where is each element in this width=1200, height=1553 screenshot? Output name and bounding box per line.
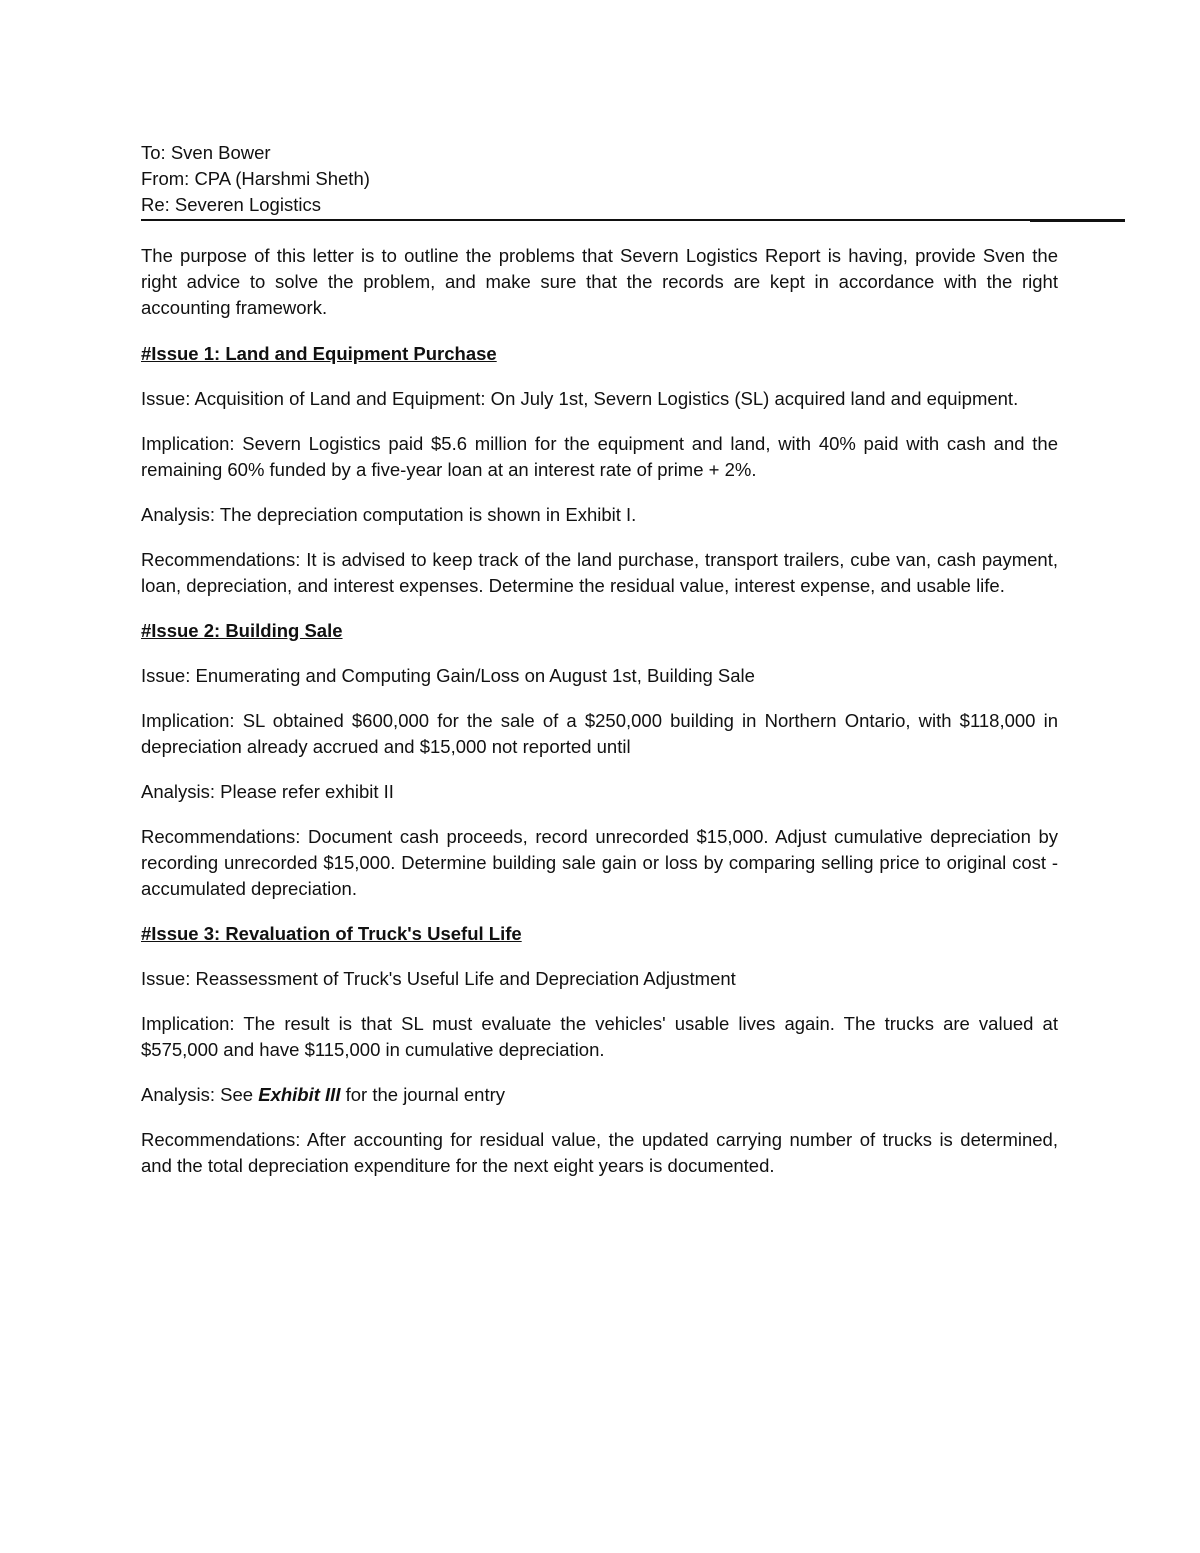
issue-3-analysis xyxy=(141,1082,1058,1108)
issue-2-recommendations: Recommendations: Document cash proceeds, record unrecorded $15,000. Adjust cumulative depreciation by recording unrecorded $15,000. Determine building sale gain or loss by comparing selling price to original cost - accumulated depreciation. xyxy=(141,826,1058,899)
issue-3-recommendations: Recommendations: After accounting for residual value, the updated carrying number of trucks is determined, and the total depreciation expenditure for the next eight years is documented. xyxy=(141,1129,1058,1176)
memo-header xyxy=(141,140,1101,218)
memo-re: Re: Severen Logistics xyxy=(141,194,321,215)
letter-body xyxy=(141,243,1058,1198)
issue-1-recommendations: Recommendations: It is advised to keep track of the land purchase, transport trailers, cube van, cash payment, loan, depreciation, and interest expenses. Determine the residual value, interest expense, and usable life. xyxy=(141,549,1058,596)
issue-3-analysis-prefix: Analysis: See xyxy=(141,1084,259,1105)
exhibit-iii-reference: Exhibit III xyxy=(258,1084,341,1105)
issue-3-issue: Issue: Reassessment of Truck's Useful Life and Depreciation Adjustment xyxy=(141,968,736,989)
issue-3-analysis-suffix: for the journal entry xyxy=(340,1084,505,1105)
issue-3-implication: Implication: The result is that SL must evaluate the vehicles' usable lives again. The trucks are valued at $575,000 and have $115,000 in cumulative depreciation. xyxy=(141,1013,1058,1060)
issue-3-heading: #Issue 3: Revaluation of Truck's Useful Life xyxy=(141,923,522,944)
issue-2-analysis: Analysis: Please refer exhibit II xyxy=(141,781,394,802)
issue-1-implication: Implication: Severn Logistics paid $5.6 million for the equipment and land, with 40% paid with cash and the remaining 60% funded by a five-year loan at an interest rate of prime + 2%. xyxy=(141,433,1058,480)
issue-1-issue: Issue: Acquisition of Land and Equipment: On July 1st, Severn Logistics (SL) acquired land and equipment. xyxy=(141,388,1019,409)
intro-paragraph: The purpose of this letter is to outline the problems that Severn Logistics Report is having, provide Sven the right advice to solve the problem, and make sure that the records are kept in accordance with the right accounting framework. xyxy=(141,245,1058,318)
issue-1-heading: #Issue 1: Land and Equipment Purchase xyxy=(141,343,497,364)
issue-2-issue: Issue: Enumerating and Computing Gain/Loss on August 1st, Building Sale xyxy=(141,665,755,686)
issue-2-heading: #Issue 2: Building Sale xyxy=(141,620,343,641)
memo-to: To: Sven Bower xyxy=(141,142,271,163)
header-divider xyxy=(141,219,1125,221)
memo-from: From: CPA (Harshmi Sheth) xyxy=(141,168,370,189)
issue-2-implication: Implication: SL obtained $600,000 for the sale of a $250,000 building in Northern Ontario, with $118,000 in depreciation already accrued and $15,000 not reported until xyxy=(141,710,1058,757)
issue-1-analysis: Analysis: The depreciation computation is shown in Exhibit I. xyxy=(141,504,637,525)
header-divider-end xyxy=(1030,219,1125,222)
